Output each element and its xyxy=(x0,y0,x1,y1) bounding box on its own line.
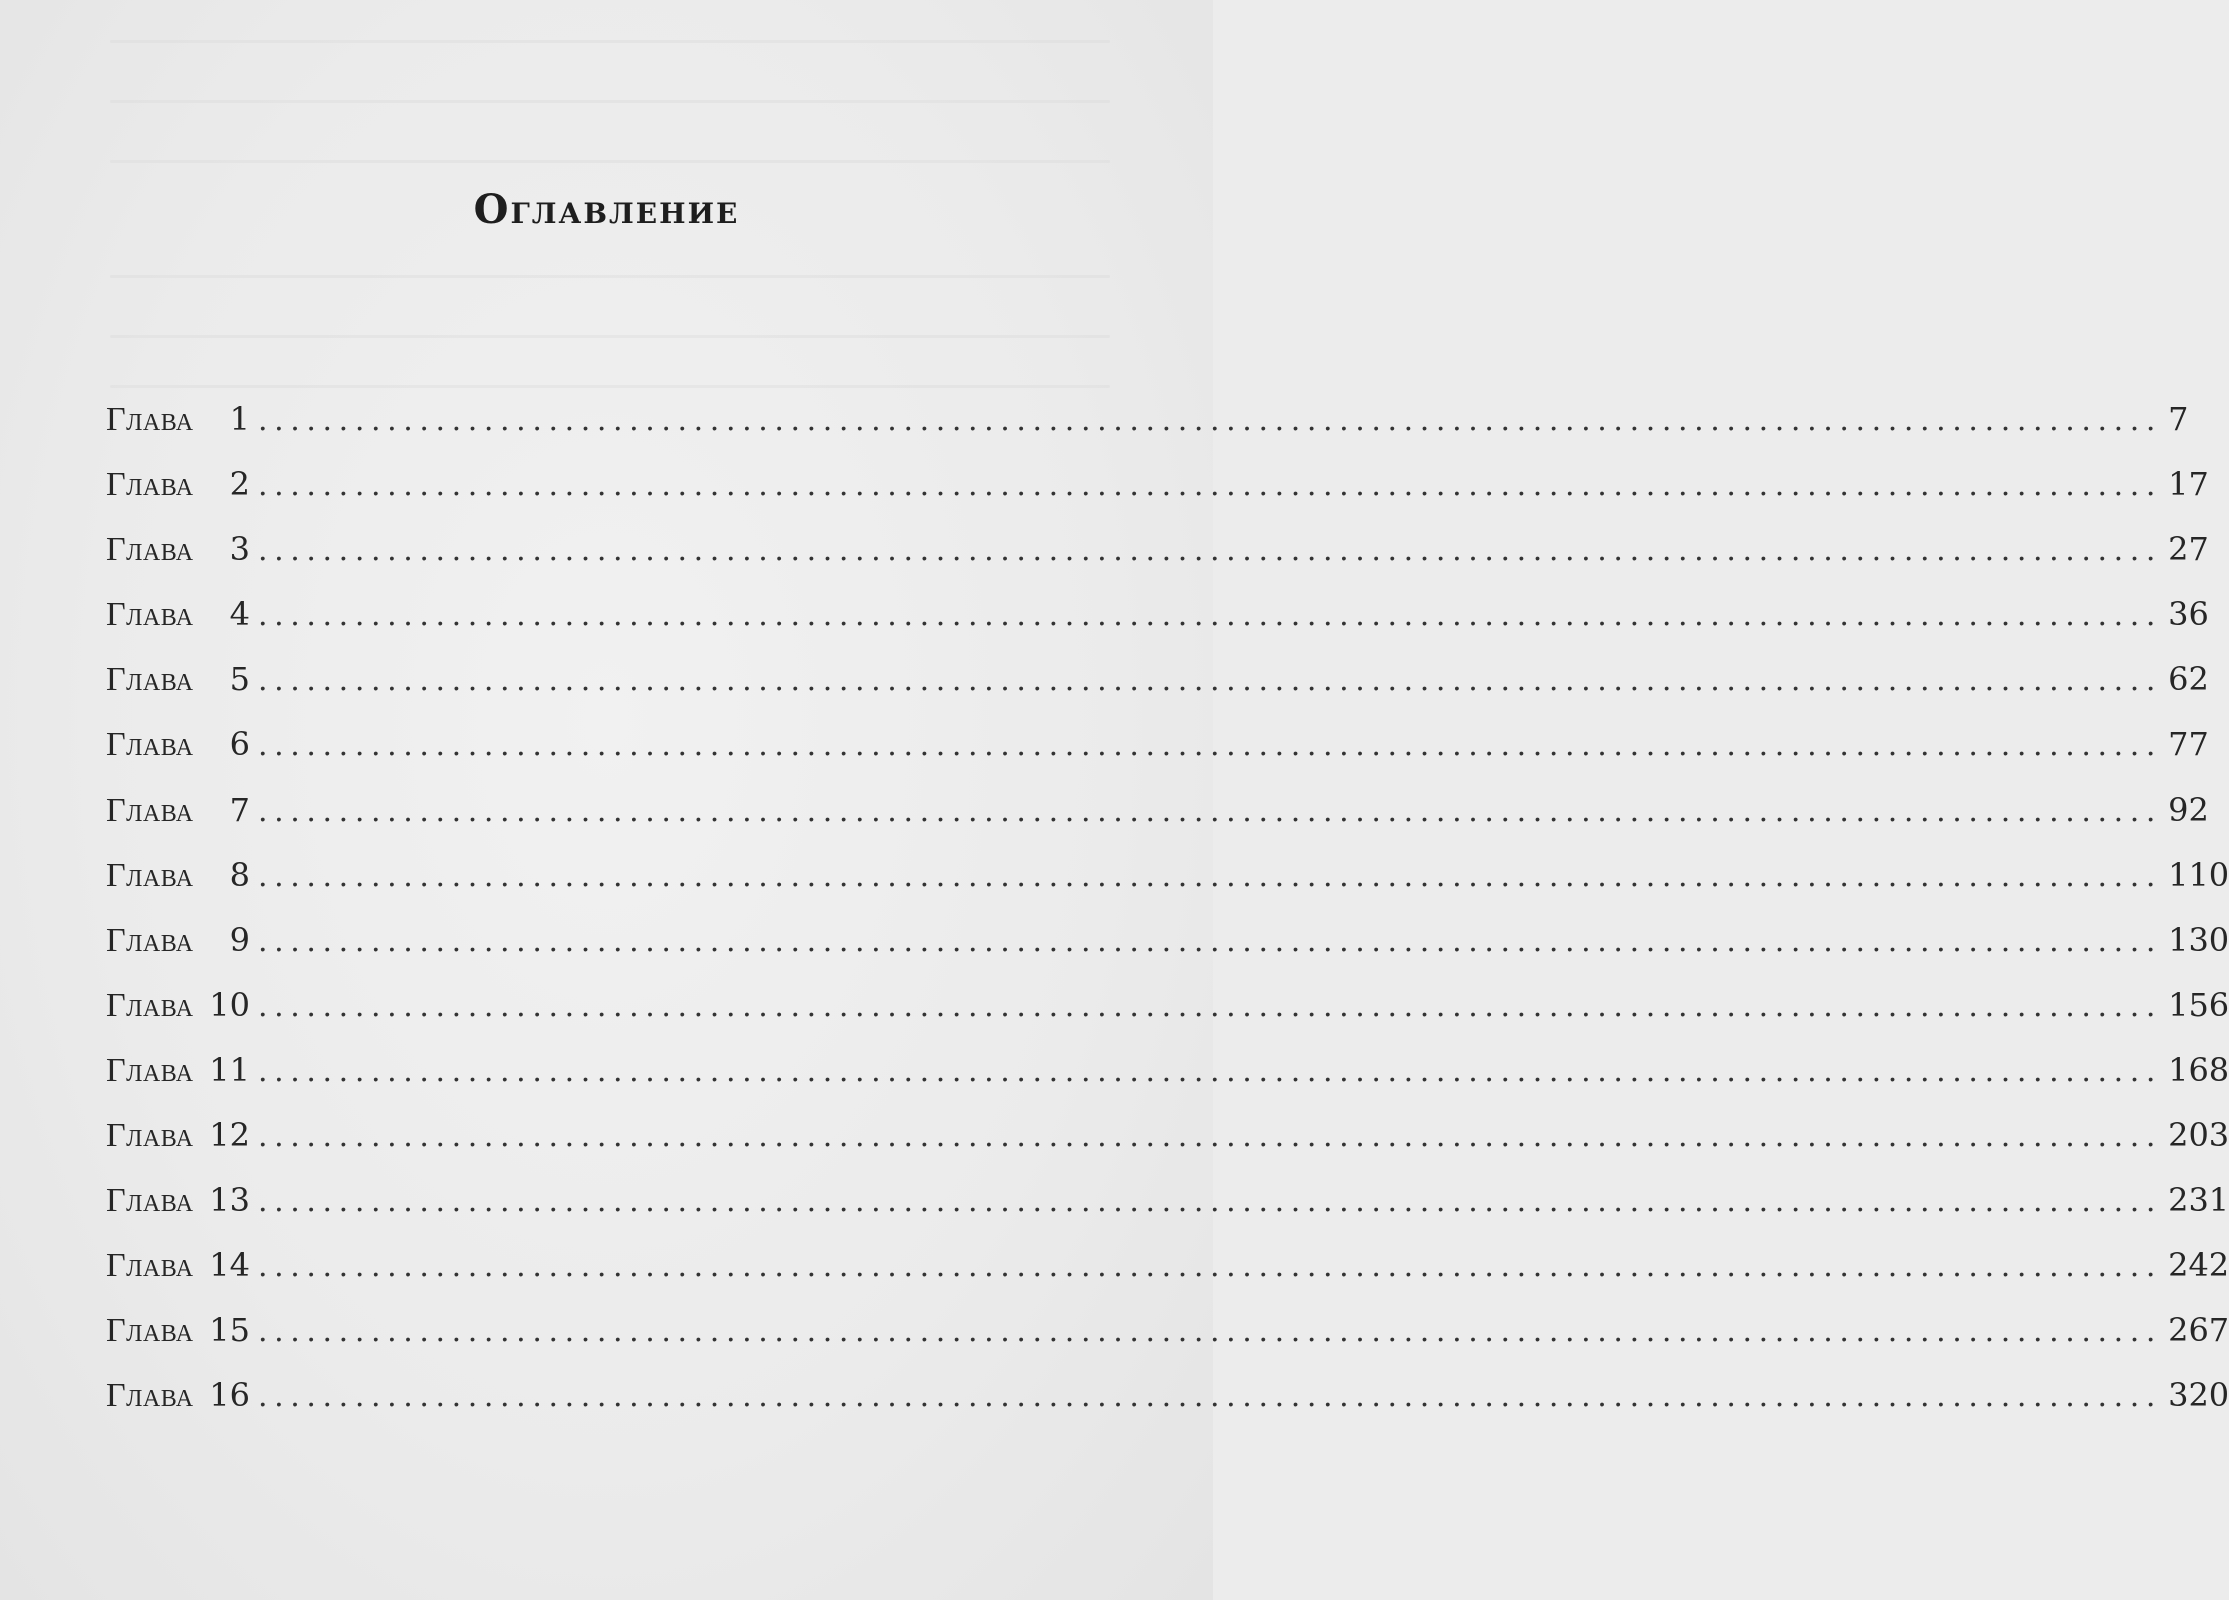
dot-leader: ...................................................................................................................... xyxy=(258,1379,2163,1415)
chapter-number: 2 xyxy=(229,465,250,504)
dot-leader: ...................................................................................................................... xyxy=(258,598,2163,634)
dot-leader: ...................................................................................................................... xyxy=(258,1249,2163,1285)
chapter-label: Глава xyxy=(106,1051,194,1089)
page-number: 92 xyxy=(2168,790,2209,829)
toc-entry[interactable] xyxy=(106,465,2209,530)
chapter-number: 1 xyxy=(229,400,250,438)
chapter-label: Глава xyxy=(106,791,194,829)
dot-leader: ...................................................................................................................... xyxy=(258,1184,2163,1220)
toc-entry[interactable] xyxy=(106,1311,2229,1376)
chapter-number: 15 xyxy=(209,1311,250,1350)
chapter-number: 12 xyxy=(209,1116,250,1155)
chapter-label: Глава xyxy=(106,661,194,699)
chapter-label: Глава xyxy=(106,1377,194,1415)
page-number: 62 xyxy=(2168,660,2209,699)
page-number: 130 xyxy=(2168,920,2229,959)
toc-entry[interactable] xyxy=(106,660,2209,725)
bleed-through-line xyxy=(110,100,1110,103)
page-number: 7 xyxy=(2168,400,2189,438)
chapter-number: 16 xyxy=(209,1376,250,1415)
dot-leader: ...................................................................................................................... xyxy=(258,533,2163,569)
chapter-number: 3 xyxy=(229,530,250,569)
page-number: 231 xyxy=(2168,1181,2229,1220)
table-of-contents xyxy=(106,400,2229,1442)
chapter-number: 7 xyxy=(229,790,250,829)
chapter-label: Глава xyxy=(106,1247,194,1285)
bleed-through-line xyxy=(110,160,1110,163)
chapter-label: Глава xyxy=(106,1312,194,1350)
toc-entry[interactable] xyxy=(106,920,2229,986)
dot-leader: ...................................................................................................................... xyxy=(258,988,2163,1024)
page-number: 242 xyxy=(2168,1246,2229,1285)
page-number: 77 xyxy=(2168,725,2209,764)
chapter-label: Глава xyxy=(106,1182,194,1220)
bleed-through-line xyxy=(110,385,1110,388)
page-number: 320 xyxy=(2168,1376,2229,1415)
dot-leader: ...................................................................................................................... xyxy=(258,1053,2163,1089)
page-title: Оглавление xyxy=(473,186,740,233)
toc-entry[interactable] xyxy=(106,1376,2229,1441)
toc-entry[interactable] xyxy=(106,400,2189,465)
chapter-label: Глава xyxy=(106,401,194,438)
dot-leader: ...................................................................................................................... xyxy=(258,1119,2163,1155)
toc-entry[interactable] xyxy=(106,985,2229,1051)
chapter-label: Глава xyxy=(106,726,194,764)
page-number: 156 xyxy=(2168,985,2229,1024)
chapter-label: Глава xyxy=(106,596,194,634)
chapter-number: 6 xyxy=(229,725,250,764)
dot-leader: ...................................................................................................................... xyxy=(258,923,2163,959)
bleed-through-line xyxy=(110,40,1110,43)
bleed-through-line xyxy=(110,275,1110,278)
chapter-label: Глава xyxy=(106,531,194,569)
page-number: 168 xyxy=(2168,1050,2229,1089)
page-number: 17 xyxy=(2168,465,2209,504)
dot-leader: ...................................................................................................................... xyxy=(258,858,2163,894)
toc-entry[interactable] xyxy=(106,1181,2229,1246)
chapter-number: 13 xyxy=(209,1181,250,1220)
page-number: 110 xyxy=(2168,855,2229,894)
toc-entry[interactable] xyxy=(106,855,2229,921)
toc-entry[interactable] xyxy=(106,725,2209,790)
dot-leader: ...................................................................................................................... xyxy=(258,403,2163,438)
page-number: 203 xyxy=(2168,1116,2229,1155)
page-number: 27 xyxy=(2168,530,2209,569)
dot-leader: ...................................................................................................................... xyxy=(258,468,2163,504)
dot-leader: ...................................................................................................................... xyxy=(258,1314,2163,1350)
chapter-number: 9 xyxy=(229,920,250,959)
chapter-number: 5 xyxy=(229,660,250,699)
chapter-label: Глава xyxy=(106,986,194,1024)
toc-entry[interactable] xyxy=(106,790,2209,856)
page-number: 36 xyxy=(2168,595,2209,634)
page-number: 267 xyxy=(2168,1311,2229,1350)
dot-leader: ...................................................................................................................... xyxy=(258,793,2163,829)
toc-entry[interactable] xyxy=(106,595,2209,660)
toc-entry[interactable] xyxy=(106,530,2209,595)
toc-entry[interactable] xyxy=(106,1246,2229,1311)
toc-entry[interactable] xyxy=(106,1050,2229,1116)
chapter-label: Глава xyxy=(106,1117,194,1155)
chapter-number: 8 xyxy=(229,855,250,894)
chapter-number: 4 xyxy=(229,595,250,634)
dot-leader: ...................................................................................................................... xyxy=(258,663,2163,699)
toc-entry[interactable] xyxy=(106,1116,2229,1181)
chapter-label: Глава xyxy=(106,921,194,959)
chapter-label: Глава xyxy=(106,856,194,894)
chapter-number: 10 xyxy=(209,985,250,1024)
chapter-label: Глава xyxy=(106,466,194,504)
chapter-number: 11 xyxy=(209,1050,250,1089)
bleed-through-line xyxy=(110,335,1110,338)
chapter-number: 14 xyxy=(209,1246,250,1285)
dot-leader: ...................................................................................................................... xyxy=(258,728,2163,764)
